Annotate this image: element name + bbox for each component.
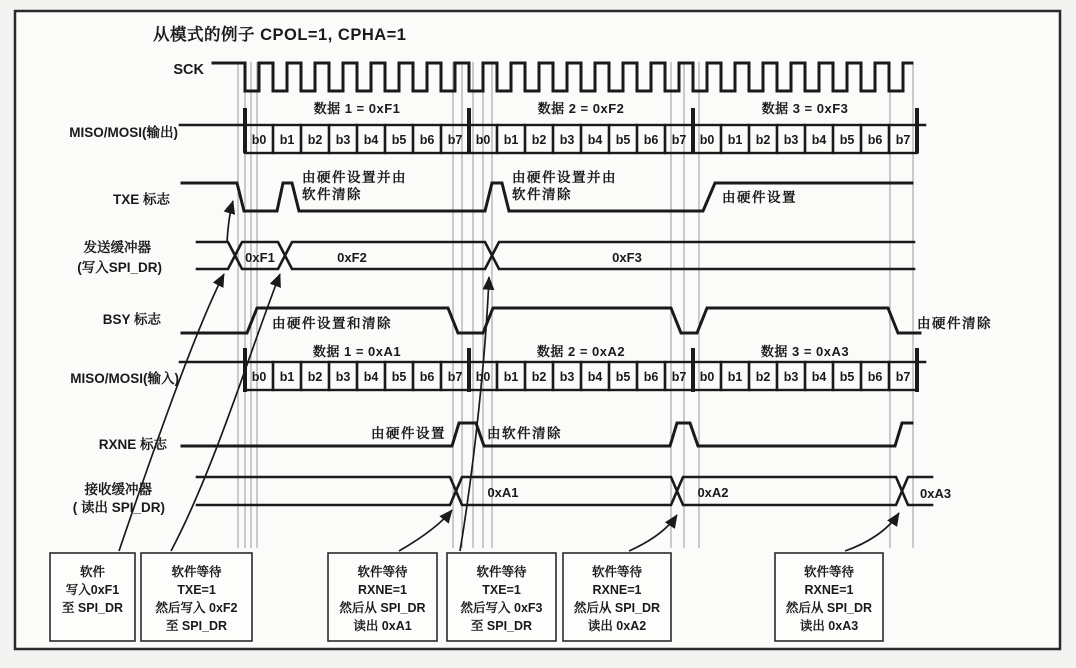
bit-label: b2 [531,133,547,147]
bit-label: b1 [727,133,743,147]
tx-buffer-row-label-line2: (写入SPI_DR) [77,260,162,275]
callout-line: TXE=1 [482,583,521,597]
bit-label: b6 [643,133,659,147]
callout-line: RXNE=1 [592,583,642,597]
rxne-annotation-clear: 由软件清除 [487,426,562,441]
sck-row-label: SCK [173,62,204,78]
bit-label: b4 [363,370,379,384]
callout-1 [50,553,135,641]
mosi-in-byte-header: 数据 1 = 0xA1 [312,344,402,359]
callout-line: 写入0xF1 [65,583,120,597]
bsy-row-label: BSY 标志 [102,312,161,327]
rx-buffer-value-1: 0xA1 [487,485,519,500]
callout-line: 然后从 SPI_DR [339,601,426,615]
callout-2 [141,553,252,641]
bit-label: b3 [559,133,575,147]
callout-line: 至 SPI_DR [470,619,533,633]
callout-line: 然后从 SPI_DR [573,601,661,615]
bit-label: b7 [447,133,463,147]
bit-label: b7 [447,370,463,384]
rx-buffer-row-label-line2: ( 读出 SPI_DR) [72,500,165,515]
bit-label: b1 [503,133,519,147]
bit-label: b0 [475,133,491,147]
bit-label: b0 [699,370,715,384]
bit-label: b6 [419,370,435,384]
callout-6 [775,553,883,641]
bit-label: b2 [755,370,771,384]
bit-label: b3 [559,370,575,384]
bit-label: b4 [811,370,827,384]
callout-line: RXNE=1 [358,583,407,597]
tx-buffer-value-3: 0xF3 [612,250,642,265]
mosi-out-byte-header: 数据 3 = 0xF3 [761,101,849,116]
mosi-out-byte-header: 数据 1 = 0xF1 [313,101,401,116]
rx-buffer-value-3: 0xA3 [920,486,952,501]
mosi-in-row-label: MISO/MOSI(输入) [70,371,179,386]
mosi-in-byte-header: 数据 3 = 0xA3 [760,344,850,359]
bit-label: b6 [643,370,659,384]
bit-label: b1 [279,370,295,384]
callout-line: TXE=1 [177,583,216,597]
bit-label: b4 [587,370,603,384]
callout-line: 软件等待 [357,565,408,579]
bit-label: b3 [783,370,799,384]
bit-label: b0 [251,133,267,147]
bit-label: b2 [307,133,323,147]
bit-label: b2 [531,370,547,384]
rxne-annotation-set: 由硬件设置 [371,426,446,441]
bit-label: b1 [279,133,295,147]
bit-label: b3 [335,133,351,147]
callout-line: 软件等待 [476,565,527,579]
callout-line: 软件等待 [591,565,643,579]
callout-line: 读出 0xA3 [799,619,859,633]
tx-buffer-row-label-line1: 发送缓冲器 [83,240,151,255]
bit-label: b4 [363,133,379,147]
rx-buffer-row-label-line1: 接收缓冲器 [84,482,152,497]
callout-line: 软件等待 [171,565,222,579]
callout-5 [563,553,671,641]
callout-line: 读出 0xA1 [353,619,412,633]
bit-label: b7 [671,133,687,147]
bit-label: b5 [615,370,631,384]
bit-label: b6 [419,133,435,147]
bit-label: b0 [475,370,491,384]
bsy-annotation-set-clear: 由硬件设置和清除 [272,316,392,331]
mosi-out-row-label: MISO/MOSI(输出) [69,125,178,140]
bit-label: b2 [307,370,323,384]
bit-label: b4 [811,133,827,147]
callout-line: 至 SPI_DR [61,601,124,615]
bit-label: b5 [839,133,855,147]
bit-label: b3 [783,133,799,147]
callout-line: 然后写入 0xF2 [155,601,238,615]
txe-row-label: TXE 标志 [112,192,170,207]
bit-label: b1 [727,370,743,384]
rxne-row-label: RXNE 标志 [98,437,167,452]
bit-label: b7 [895,370,911,384]
callout-line: 软件等待 [803,565,855,579]
bit-label: b7 [671,370,687,384]
bit-label: b0 [699,133,715,147]
bit-label: b6 [867,133,883,147]
callout-line: 至 SPI_DR [165,619,228,633]
tx-buffer-value-1: 0xF1 [245,250,275,265]
callout-line: 然后从 SPI_DR [785,601,873,615]
callout-line: 读出 0xA2 [587,619,647,633]
txe-annotation-2-line2: 软件清除 [512,187,572,202]
bit-label: b6 [867,370,883,384]
mosi-in-byte-header: 数据 2 = 0xA2 [536,344,626,359]
bit-label: b3 [335,370,351,384]
bit-label: b4 [587,133,603,147]
callout-line: 然后写入 0xF3 [460,601,543,615]
bit-label: b5 [615,133,631,147]
rx-buffer-value-2: 0xA2 [697,485,729,500]
txe-annotation-3: 由硬件设置 [722,190,797,205]
callout-4 [447,553,556,641]
callout-line: RXNE=1 [804,583,854,597]
txe-annotation-2-line1: 由硬件设置并由 [512,170,617,185]
bit-label: b2 [755,133,771,147]
bit-label: b5 [839,370,855,384]
mosi-out-byte-header: 数据 2 = 0xF2 [537,101,625,116]
bit-label: b5 [391,370,407,384]
bit-label: b7 [895,133,911,147]
tx-buffer-value-2: 0xF2 [337,250,367,265]
bit-label: b1 [503,370,519,384]
diagram-title: 从模式的例子 CPOL=1, CPHA=1 [153,26,407,44]
txe-annotation-1-line1: 由硬件设置并由 [302,170,407,185]
bit-label: b5 [391,133,407,147]
txe-annotation-1-line2: 软件清除 [302,187,362,202]
callout-line: 软件 [79,565,106,579]
callout-3 [328,553,437,641]
bsy-annotation-clear: 由硬件清除 [917,316,992,331]
bit-label: b0 [251,370,267,384]
